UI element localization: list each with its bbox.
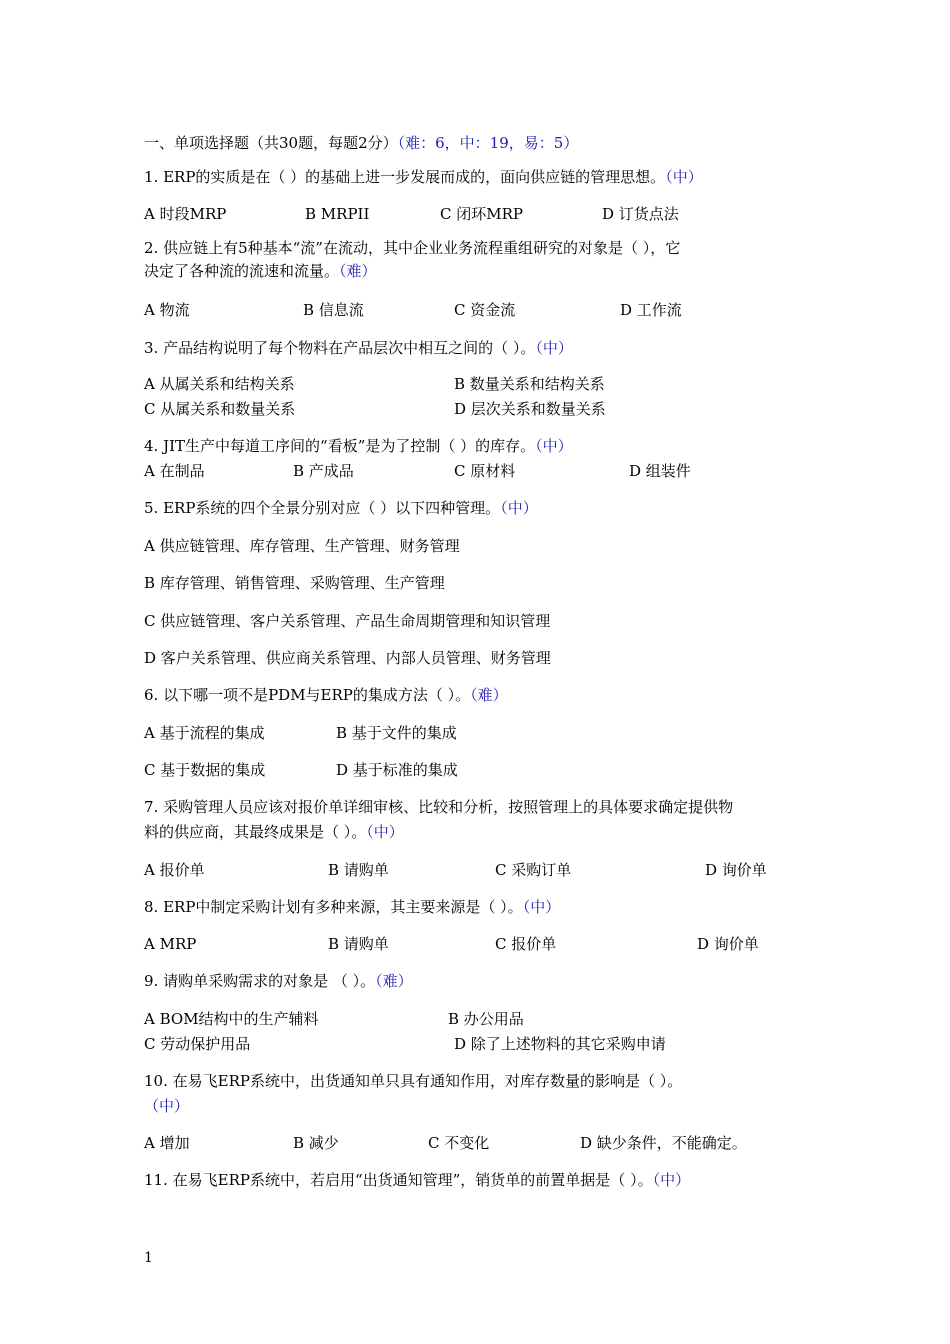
option-b: B 产成品: [293, 462, 354, 480]
option-b: B 办公用品: [448, 1010, 524, 1028]
option-c: C 基于数据的集成: [144, 761, 266, 779]
option-c: C 从属关系和数量关系: [144, 400, 296, 418]
option-b: B 请购单: [328, 935, 389, 953]
question-5: [144, 498, 538, 518]
option-c: C 资金流: [454, 301, 516, 319]
option-d: D 工作流: [620, 301, 682, 319]
question-3: [144, 338, 573, 358]
option-d: D 缺少条件，不能确定。: [580, 1134, 747, 1152]
question-9: [144, 971, 413, 991]
option-d: D 询价单: [697, 935, 759, 953]
difficulty-tag: （中）: [144, 1097, 190, 1115]
option-c: C 劳动保护用品: [144, 1035, 251, 1053]
option-a: A 供应链管理、库存管理、生产管理、财务管理: [144, 537, 460, 555]
option-d: D 询价单: [705, 861, 767, 879]
question-4: [144, 436, 573, 456]
question-2-line2: [144, 261, 377, 281]
option-b: B 基于文件的集成: [336, 724, 457, 742]
question-1: [144, 167, 703, 187]
section-title: 一、单项选择题（共30题，每题2分）: [144, 134, 398, 152]
option-d: D 基于标准的集成: [336, 761, 458, 779]
option-b: B 信息流: [303, 301, 364, 319]
section-stats: （难：6，中：19，易：5）: [397, 134, 579, 152]
question-text: 3. 产品结构说明了每个物料在产品层次中相互之间的（ ）。: [144, 339, 536, 357]
difficulty-tag: （中）: [535, 437, 573, 455]
question-text: 9. 请购单采购需求的对象是 （ ）。: [144, 972, 376, 990]
option-a: A 报价单: [144, 861, 205, 879]
difficulty-tag: （难）: [375, 972, 413, 990]
difficulty-tag: （中）: [522, 898, 561, 916]
option-a: A 物流: [144, 301, 190, 319]
option-a: A 在制品: [144, 462, 205, 480]
question-text: 料的供应商，其最终成果是（ ）。: [144, 823, 367, 841]
question-text: 4. JIT生产中每道工序间的“看板”是为了控制（ ）的库存。: [144, 437, 536, 455]
question-text: 决定了各种流的流速和流量。: [144, 262, 340, 280]
question-11: [144, 1170, 690, 1190]
option-a: A 时段MRP: [144, 205, 227, 223]
option-d: D 除了上述物料的其它采购申请: [454, 1035, 666, 1053]
question-2-line1: 2. 供应链上有5种基本“流”在流动，其中企业业务流程重组研究的对象是（ ），它: [144, 239, 681, 257]
option-c: C 供应链管理、客户关系管理、产品生命周期管理和知识管理: [144, 612, 551, 630]
option-a: A 增加: [144, 1134, 190, 1152]
question-7-line2: [144, 822, 404, 842]
option-d: D 客户关系管理、供应商关系管理、内部人员管理、财务管理: [144, 649, 551, 667]
option-a: A 从属关系和结构关系: [144, 375, 295, 393]
option-a: A 基于流程的集成: [144, 724, 265, 742]
difficulty-tag: （难）: [470, 686, 508, 704]
option-b: B MRPII: [305, 205, 370, 223]
option-d: D 订货点法: [602, 205, 679, 223]
option-a: A MRP: [144, 935, 197, 953]
question-7-line1: 7. 采购管理人员应该对报价单详细审核、比较和分析，按照管理上的具体要求确定提供物: [144, 798, 734, 816]
option-b: B 请购单: [328, 861, 389, 879]
option-b: B 库存管理、销售管理、采购管理、生产管理: [144, 574, 445, 592]
option-d: D 层次关系和数量关系: [454, 400, 606, 418]
difficulty-tag: （中）: [535, 339, 573, 357]
option-c: C 报价单: [495, 935, 557, 953]
question-text: 6. 以下哪一项不是PDM与ERP的集成方法（ ）。: [144, 686, 471, 704]
question-10-line1: 10. 在易飞ERP系统中，出货通知单只具有通知作用，对库存数量的影响是（ ）。: [144, 1072, 683, 1090]
question-6: [144, 685, 508, 705]
difficulty-tag: （中）: [652, 1171, 691, 1189]
option-c: C 闭环MRP: [440, 205, 523, 223]
question-text: 11. 在易飞ERP系统中，若启用“出货通知管理”，销货单的前置单据是（ ）。: [144, 1171, 653, 1189]
difficulty-tag: （中）: [500, 499, 538, 517]
question-8: [144, 897, 560, 917]
question-text: 8. ERP中制定采购计划有多种来源，其主要来源是（ ）。: [144, 898, 523, 916]
option-b: B 数量关系和结构关系: [454, 375, 605, 393]
option-b: B 减少: [293, 1134, 339, 1152]
difficulty-tag: （难）: [339, 262, 377, 280]
section-header: [144, 133, 578, 153]
question-text: 1. ERP的实质是在（ ）的基础上进一步发展而成的，面向供应链的管理思想。: [144, 168, 666, 186]
option-c: C 采购订单: [495, 861, 572, 879]
option-c: C 原材料: [454, 462, 516, 480]
option-c: C 不变化: [428, 1134, 490, 1152]
page-number: 1: [144, 1250, 153, 1266]
difficulty-tag: （中）: [366, 823, 404, 841]
option-d: D 组装件: [629, 462, 691, 480]
option-a: A BOM结构中的生产辅料: [144, 1010, 319, 1028]
question-text: 5. ERP系统的四个全景分别对应（ ）以下四种管理。: [144, 499, 501, 517]
difficulty-tag: （中）: [665, 168, 703, 186]
